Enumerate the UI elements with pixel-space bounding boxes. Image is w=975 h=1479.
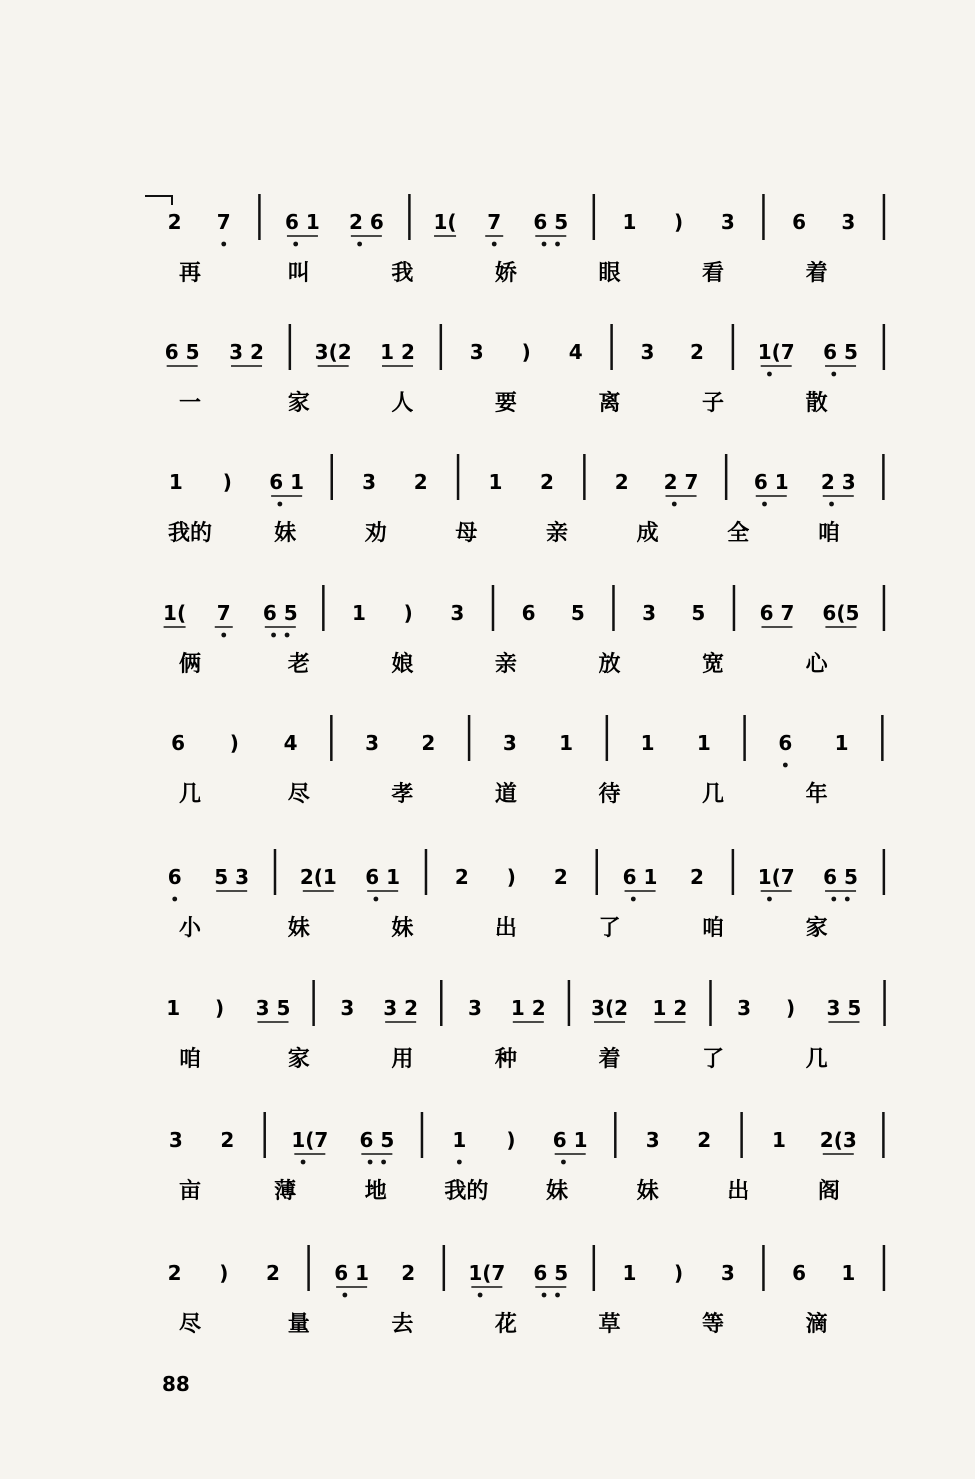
note: 1: [622, 1261, 637, 1285]
octave-dot: [831, 897, 836, 902]
lyric-syllable: 亲: [546, 520, 569, 546]
lyric-syllable: 放: [598, 651, 621, 677]
note: 1: [841, 1261, 856, 1285]
note: 5: [570, 601, 585, 625]
note: 6 1: [753, 470, 789, 494]
lyric-syllable: 劝: [364, 520, 387, 546]
note: 1: [559, 731, 574, 755]
octave-dot: [542, 1293, 547, 1298]
octave-dot: [845, 897, 850, 902]
note: 2: [614, 470, 629, 494]
lyric-syllable: 道: [494, 781, 517, 807]
lyric-syllable: 咱: [702, 915, 725, 941]
octave-dot: [561, 1160, 566, 1165]
lyric-syllable: 了: [598, 915, 621, 941]
music-system: [166, 980, 884, 1072]
note: 3: [467, 996, 482, 1020]
note: 2: [413, 470, 428, 494]
lyric-syllable: 妹: [636, 1178, 659, 1204]
lyric-syllable: 滴: [805, 1311, 828, 1337]
lyric-syllable: 尽: [178, 1311, 202, 1337]
note: 3 5: [255, 996, 291, 1020]
note: 2 6: [348, 210, 384, 234]
note: 2: [454, 865, 469, 889]
note: 6 1: [334, 1261, 370, 1285]
note: 6 1: [622, 865, 658, 889]
octave-dot: [457, 1160, 462, 1165]
lyric-syllable: 俩: [178, 651, 202, 677]
octave-dot: [381, 1160, 386, 1165]
note: 3 2: [383, 996, 419, 1020]
note: ): [229, 731, 239, 755]
note: 6 5: [359, 1128, 395, 1152]
note: 6 5: [823, 340, 858, 364]
note: 2: [167, 1261, 182, 1285]
note: 6 5: [533, 1261, 569, 1285]
note: 1 2: [652, 996, 688, 1020]
lyric-syllable: 成: [636, 520, 659, 546]
lyric-syllable: 心: [805, 651, 828, 677]
note: ): [521, 340, 531, 364]
lyric-syllable: 眼: [598, 260, 621, 286]
note: 1: [452, 1128, 467, 1152]
lyric-syllable: 年: [805, 781, 828, 807]
note: 2(1: [299, 865, 337, 889]
note: ): [403, 601, 413, 625]
octave-dot: [767, 897, 772, 902]
note: 7: [216, 210, 231, 234]
note: 2: [401, 1261, 416, 1285]
octave-dot: [555, 1293, 560, 1298]
octave-dot: [221, 633, 226, 638]
lyric-syllable: 散: [805, 390, 828, 416]
octave-dot: [492, 242, 497, 247]
lyric-syllable: 人: [391, 390, 414, 416]
lyric-syllable: 我: [391, 260, 414, 286]
note: 3: [737, 996, 752, 1020]
music-system: [168, 454, 883, 546]
lyric-syllable: 看: [702, 260, 725, 286]
lyric-syllable: 母: [455, 520, 478, 546]
note: 3(2: [591, 996, 629, 1020]
octave-dot: [831, 372, 836, 377]
note: 6: [167, 865, 182, 889]
note: 6(5: [822, 601, 860, 625]
lyric-syllable: 再: [178, 260, 202, 286]
lyric-syllable: 出: [494, 915, 517, 941]
note: 2: [167, 210, 182, 234]
start-bracket: [145, 196, 172, 205]
lyric-syllable: 量: [287, 1311, 310, 1337]
note: 2 3: [820, 470, 856, 494]
note: 6: [778, 731, 793, 755]
lyric-syllable: 咱: [817, 520, 840, 546]
lyric-syllable: 着: [598, 1046, 621, 1072]
octave-dot: [542, 242, 547, 247]
note: 6 1: [285, 210, 320, 234]
lyric-syllable: 了: [702, 1046, 725, 1072]
lyric-syllable: 阁: [817, 1178, 840, 1204]
note: 1(: [163, 601, 187, 625]
octave-dot: [672, 502, 677, 507]
octave-dot: [285, 633, 290, 638]
lyric-syllable: 草: [598, 1311, 621, 1337]
octave-dot: [301, 1160, 306, 1165]
note: 3(2: [314, 340, 352, 364]
note: 1: [834, 731, 849, 755]
octave-dot: [277, 502, 282, 507]
note: 2: [697, 1128, 712, 1152]
lyric-syllable: 子: [702, 390, 725, 416]
note: 1: [488, 470, 503, 494]
note: 6 1: [269, 470, 305, 494]
note: 2: [553, 865, 568, 889]
octave-dot: [221, 242, 226, 247]
octave-dot: [374, 897, 379, 902]
octave-dot: [342, 1293, 347, 1298]
note: 1: [640, 731, 655, 755]
note: 3 5: [826, 996, 862, 1020]
lyric-syllable: 妹: [546, 1178, 569, 1204]
octave-dot: [767, 372, 772, 377]
note: 1: [696, 731, 711, 755]
lyric-syllable: 出: [727, 1178, 750, 1204]
note: 1: [772, 1128, 786, 1152]
lyric-syllable: 着: [805, 260, 828, 286]
lyric-syllable: 地: [364, 1178, 387, 1204]
note: 3: [642, 601, 657, 625]
note: 3: [450, 601, 465, 625]
music-system: [169, 1112, 884, 1204]
lyric-syllable: 家: [287, 1046, 310, 1072]
note: 1(7: [757, 865, 795, 889]
note: ): [506, 1128, 516, 1152]
note: 1(7: [291, 1128, 329, 1152]
octave-dot: [368, 1160, 373, 1165]
note: 2: [220, 1128, 235, 1152]
lyric-syllable: 妹: [391, 915, 414, 941]
lyric-syllable: 种: [494, 1046, 517, 1072]
note: 6: [171, 731, 186, 755]
note: 2: [421, 731, 436, 755]
lyric-syllable: 几: [805, 1046, 828, 1072]
lyric-syllable: 待: [598, 781, 621, 807]
note: 2: [690, 340, 704, 364]
note: 4: [568, 340, 583, 364]
note: 3: [640, 340, 655, 364]
note: 6: [521, 601, 536, 625]
note: 2: [265, 1261, 280, 1285]
note: 2: [540, 470, 554, 494]
lyric-syllable: 亲: [494, 651, 517, 677]
note: ): [674, 210, 684, 234]
music-system: [168, 1245, 884, 1337]
note: 2 7: [663, 470, 699, 494]
lyric-syllable: 用: [391, 1046, 414, 1072]
lyric-syllable: 宽: [702, 651, 725, 677]
note: 7: [487, 210, 502, 234]
lyric-syllable: 孝: [391, 781, 414, 807]
note: ): [222, 470, 232, 494]
note: 3: [720, 210, 735, 234]
note: 6 5: [262, 601, 298, 625]
note: 4: [283, 731, 298, 755]
octave-dot: [555, 242, 560, 247]
lyric-syllable: 薄: [274, 1178, 297, 1204]
note: ): [785, 996, 796, 1020]
note: ): [215, 996, 225, 1020]
page-number: 88: [162, 1372, 190, 1396]
lyric-syllable: 老: [287, 651, 310, 677]
lyric-syllable: 我的: [444, 1178, 489, 1204]
lyric-syllable: 一: [178, 390, 202, 416]
note: 6: [792, 1261, 807, 1285]
note: 5 3: [214, 865, 250, 889]
lyric-syllable: 娘: [391, 651, 414, 677]
lyric-syllable: 娇: [494, 260, 517, 286]
note: 3: [841, 210, 856, 234]
lyric-syllable: 几: [702, 781, 725, 807]
note: 6 7: [759, 601, 795, 625]
note: 6 5: [164, 340, 200, 364]
lyric-syllable: 去: [391, 1311, 414, 1337]
octave-dot: [271, 633, 276, 638]
note: 1 2: [380, 340, 415, 364]
lyric-syllable: 叫: [287, 260, 310, 286]
note: 1(7: [757, 340, 795, 364]
note: 1: [622, 210, 637, 234]
lyric-syllable: 要: [494, 390, 517, 416]
note: 3: [720, 1261, 735, 1285]
octave-dot: [478, 1293, 483, 1298]
note: 6 1: [552, 1128, 588, 1152]
octave-dot: [631, 897, 636, 902]
note: 3: [502, 731, 517, 755]
note: 3 2: [229, 340, 264, 364]
lyric-syllable: 妹: [287, 915, 310, 941]
note: ): [219, 1261, 229, 1285]
note: ): [506, 865, 516, 889]
lyric-syllable: 我的: [167, 520, 213, 546]
note: 2(3: [819, 1128, 857, 1152]
note: 2: [690, 865, 704, 889]
lyric-syllable: 咱: [178, 1046, 202, 1072]
note: 1(: [433, 210, 457, 234]
note: 3: [168, 1128, 183, 1152]
note: 7: [216, 601, 231, 625]
lyric-syllable: 小: [178, 915, 202, 941]
note: 3: [340, 996, 355, 1020]
lyric-syllable: 尽: [287, 781, 310, 807]
octave-dot: [829, 502, 834, 507]
lyric-syllable: 等: [702, 1311, 725, 1337]
note: 1: [352, 601, 366, 625]
music-system: [168, 849, 884, 941]
note: 5: [691, 601, 706, 625]
lyric-syllable: 几: [178, 781, 202, 807]
lyric-syllable: 家: [287, 390, 310, 416]
octave-dot: [293, 242, 298, 247]
lyric-syllable: 花: [494, 1311, 517, 1337]
note: 1(7: [468, 1261, 506, 1285]
lyric-syllable: 妹: [274, 520, 297, 546]
note: ): [674, 1261, 684, 1285]
note: 3: [469, 340, 484, 364]
note: 1 2: [510, 996, 546, 1020]
octave-dot: [357, 242, 362, 247]
music-system: [171, 715, 882, 807]
note: 3: [645, 1128, 660, 1152]
lyric-syllable: 亩: [178, 1178, 202, 1204]
note: 6: [792, 210, 807, 234]
note: 3: [362, 470, 377, 494]
note: 1: [168, 470, 183, 494]
lyric-syllable: 全: [727, 520, 750, 546]
music-system: [165, 324, 884, 416]
music-system: [163, 585, 884, 677]
octave-dot: [762, 502, 767, 507]
note: 6 1: [365, 865, 401, 889]
note: 6 5: [823, 865, 858, 889]
music-system: [168, 194, 884, 286]
note: 6 5: [533, 210, 569, 234]
octave-dot: [783, 763, 788, 768]
lyric-syllable: 家: [805, 915, 828, 941]
note: 3: [365, 731, 380, 755]
octave-dot: [172, 897, 177, 902]
lyric-syllable: 离: [598, 390, 621, 416]
note: 1: [166, 996, 181, 1020]
